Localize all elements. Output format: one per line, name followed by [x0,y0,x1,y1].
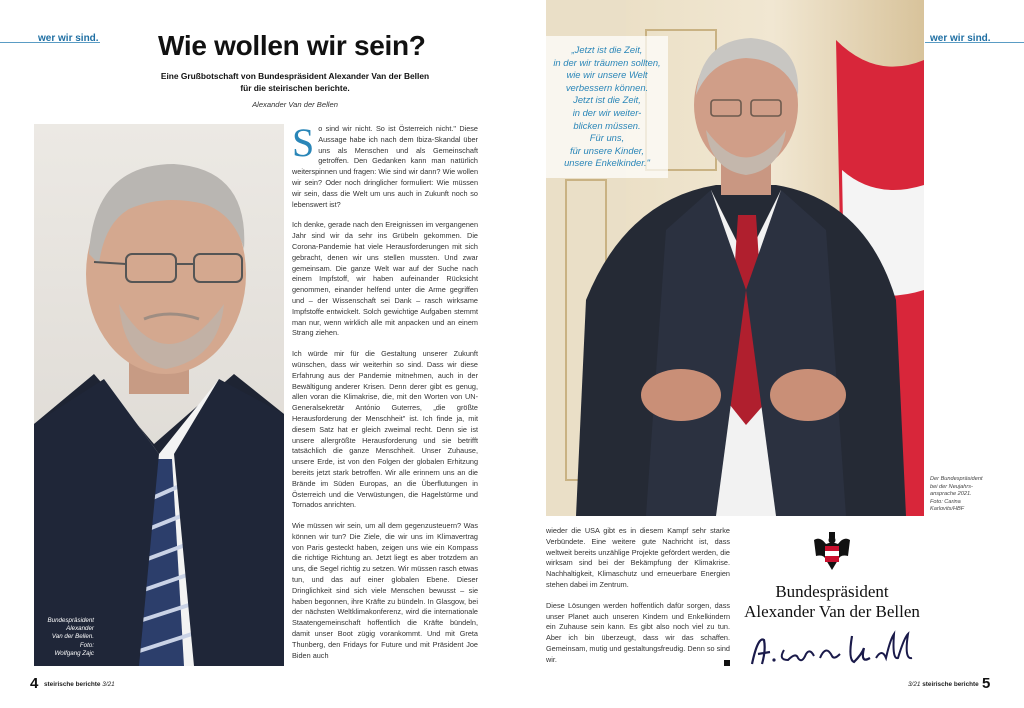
portrait-photo-left [34,124,284,666]
article-title: Wie wollen wir sein? [158,30,426,61]
quote-line: blicken müssen. [573,119,641,131]
subtitle-line-2: für die steirischen berichte. [240,83,350,93]
issue-number: 3/21 [102,681,115,688]
caption-right-photo [930,476,1010,514]
subtitle-line-1: Eine Grußbotschaft von Bundespräsident Alexander Van der Bellen [160,71,430,81]
issue-number: 3/21 [908,681,921,688]
caption-left-line: Foto: [79,641,94,649]
caption-right-line: bei der Neujahrs- [930,483,973,490]
quote-line: in der wir weiter- [572,106,642,118]
paragraph [292,124,478,210]
austrian-eagle-emblem [810,530,854,574]
paragraph: Ich denke, gerade nach den Ereignissen im vergangenen Jahr sind wir da sehr ins Grübeln gekommen. Die Corona-Pandemie hat viele Herausforderungen mit sich gebracht, denen wir uns stellen mussten. Und zwar gemeinsam. Die ganze Welt war auf der Suche nach einem Impfstoff, wir haben aufeinander Rücksicht genommen, einander helfend unter die Arme gegriffen und – der Wissenschaft sei Dank – rasch wirksame Impfstoffe entwickelt. Solch gewichtige Aufgaben stemmt man nur, wenn wirklich alle mit anpacken und an einem Strang ziehen. [292,220,478,338]
quote-line: „Jetzt ist die Zeit, [571,44,643,55]
page-number-right: 5 [982,675,991,692]
section-label-right: wer wir sind. [930,33,991,44]
article-author: Alexander Van der Bellen [252,100,338,109]
quote-line: Jetzt ist die Zeit, [573,94,641,106]
signature-office: Bundespräsident [775,582,889,601]
signature-image [748,630,920,670]
quote-line: verbessern können. [565,81,649,93]
paragraph: wieder die USA gibt es in diesem Kampf sehr starke Verbündete. Eine weitere gute Nachricht ist, dass weltweit bereits unzählige Projekte gefördert werden, die wirksam sind bei der Bekämpfung der Klimakrise. Nachhaltigkeit, Klimaschutz und erneuerbare Energien stehen dabei im Zentrum. [546,526,730,589]
caption-left-line: Alexander [66,625,94,633]
paragraph: Ich würde mir für die Gestaltung unserer Zukunft wünschen, dass wir weiterhin so sind. Dass wir diese Erfahrung aus der Pandemie mitnehmen, auch in der Bewältigung anderer Krisen. Denn derer gibt es genug, allen voran die Klimakrise, die, mit den Worten von UN-Generalsekretär António Guterres, „die größte Herausforderung der Menschheit" ist. Ich finde ja, mit diesem Satz hat er gleich zweimal recht. Denn sie ist unsere allergrößte Herausforderung und sie betrifft tatsächlich die ganze Menschheit. Unser Zuhause, unsere Erde, ist von den Folgen der globalen Erhitzung bereits jetzt stark betroffen. Wir alle erinnern uns an die Brände im Süden Europas, an die Überflutungen in Österreich und die Verwüstungen, die Hagelstürme und Tornados anrichten. [292,349,478,510]
caption-right-line: Foto: Carina [930,498,961,505]
dropcap: S [292,124,315,165]
footer-left [44,681,115,688]
paragraph: Wie müssen wir sein, um all dem gegenzusteuern? Was können wir tun? Die Ziele, die wir uns im Klimavertrag von Paris gesteckt haben, zeigen uns wie ein Kompass die richtige Richtung an. Jetzt liegt es aber trotzdem an uns, die Segel richtig zu setzen. Wir müssen rasch etwas tun, und das auf einer globalen Ebene. Dieser Dringlichkeit sind sich viele Menschen bewusst – sie haben begonnen, ihre Kräfte zu bündeln. In Glasgow, bei der nächsten Weltklimakonferenz, wird die internationale Staatengemeinschaft hoffentlich die Kräfte bündeln, damit unser Boot zügig vorankommt. Und mit Greta Thunberg, den Fridays for Future und mit Präsident Joe Biden auch [292,521,478,660]
pull-quote [548,44,666,170]
publication-name: steirische berichte [922,681,979,688]
quote-line: Für uns, [589,132,625,144]
section-label-left: wer wir sind. [38,33,99,44]
quote-line: unsere Enkelkinder." [564,157,650,169]
article-column-1 [292,124,478,669]
page-number-left: 4 [30,675,39,692]
caption-right-line: Karlovits/HBF [930,506,965,513]
caption-left-line: Wolfgang Zajc [54,649,94,657]
quote-line: in der wir träumen sollten, [553,56,661,68]
paragraph-text: o sind wir nicht. So ist Österreich nicht." Diese Aussage habe ich nach dem Ibiza-Skandal über uns als Menschen und als Gemeinschaft getroffen. Den Gedanken kann man natürlich weiterspinnen und fragen: Wie sind wir dann? Wie wollen wir sein? Oder noch dringlicher formuliert: Wie müssen wir sein, dass die Welt um uns auch in Zukunft noch so lebenswert ist? [292,124,478,209]
article-column-2 [546,526,730,676]
publication-name: steirische berichte [44,681,101,688]
handwritten-signature [748,630,920,670]
footer-right [908,681,979,688]
caption-right-line: Der Bundespräsident [930,476,983,482]
paragraph: Diese Lösungen werden hoffentlich dafür sorgen, dass unser Planet auch unseren Kindern und Enkelkindern ein Zuhause sein kann. Es gibt also noch viel zu tun. Aber ich bin überzeugt, dass wir das schaffen. Gemeinsam, mutig und gestaltungsfreudig. Denn so sind wir. [546,600,730,664]
quote-line: für unsere Kinder, [569,144,644,156]
portrait-illustration-left [34,124,284,666]
caption-left-line: Bundespräsident [47,617,94,624]
quote-line: wie wir unsere Welt [566,69,648,81]
article-subtitle [140,70,450,94]
eagle-icon [810,530,854,574]
caption-left-line: Van der Bellen. [51,633,94,641]
caption-right-line: ansprache 2021. [930,491,972,498]
caption-left-photo [40,617,94,658]
signature-name: Alexander Van der Bellen [744,602,920,621]
end-mark [724,660,730,666]
